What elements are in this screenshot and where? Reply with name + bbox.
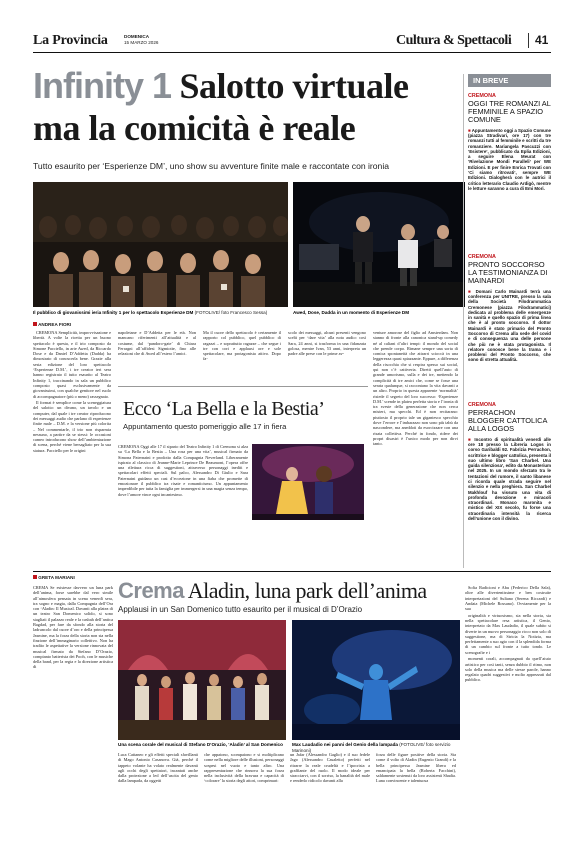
top-story-col5: venture amorose del figlio ad Amsterdam. Non stanno di fronte alla canonica stand-up comedy né al caliani d’altri tempi: il mondo del social che prende corpo. Rimane sempre una sorta di comica spontaneità che attrarri scioccà in una leggerezza quasi spiazzante. Eppure, a differenza della risocchia che si respira spesso sui social, qui non c’è cattiveria. Diretti quell’auto di grande umorismo, sulla e dei tre, mettendo la complicità di tre amici che, come se fosse una serata qualunque, si raccontano la vita davanti a un altro. Proprio in questa apparente ‘normalità’ risiede il segreto del loro successo: ‘Esperienze D.M.’ scende in platea perfetta storia e l’ironia di tra sveste della generazione che non cerca misteri, ma specchi. Ed è non recitarano: piuttosto il proprio tale un gigantesco specchio dove l’errore e l’imbarazzo non sono più tabù da nascondere, ma aneddoti da esorcizzare con una risata collettiva. Perché in fondo, ridere dei propri disastri è l’unico modo per non dirvi tanto. (373, 330, 458, 447)
sidebar-divider (463, 74, 464, 568)
sidebar-item-city: CREMONA (468, 402, 496, 408)
sidebar-item-body: ■ Appuntamento oggi a Spazio Comune (piazza Stradivari, ore 17) con tre romanzi tutti al femminile e scritti da tre romanziere. Mariangela Pascuzzi con ‘Esistere’, pubblicato da Eplia Edizioni, a seguire Elena Meurat con ‘Rivelazione Mondi Paralleli’ per WE Edizioni. E per finire Enrica Trovati con ‘Ci siamo ritrovati’, sempre WE Edizioni. Dialogherà con le autrici il critico letterario Claudio Ardigò, mentre le letture saranno a cura di Emi Mori. (468, 128, 551, 255)
top-story-col1 (33, 330, 111, 565)
paragraph: Sofia Radicioni e Abu (Federico Della Sala), oltre alle divertentissime e ben costruite interpretazioni del Sultano (Serena Riccardi) e Andaia (Michele Rossano). Ovviamente per la sua (465, 585, 551, 612)
top-story-title: Salotto virtuale (179, 66, 409, 106)
top-story-kicker: Infinity 1 (33, 65, 172, 106)
sidebar-item-title: PERRACHON BLOGGER CATTOLICA ALLA LOGOS (468, 408, 547, 434)
paragraph: CREMONA Semplicità, improvvisazione e libertà. A volte la ricetta per un buono spettacolo è questa, e il trio composto da Simone Pacciello, in arte Awed, da Riccardo Dose e da Daniel D’Addetta (Dadda) ha dimostrato di conoscerla bene. Grazie alla sesta edizione del loro spettacolo ‘Esperienze D.M.’, i tre creator ieri sera hanno registrato il tutto esaurito al Teatro Infinity 1, traccinando in sala un pubblico composto quasi esclusivamente da giovanissimi, con qualche genitore nel ruolo di accompagnatore (più o meno) rassegnato. (33, 330, 111, 399)
top-story-headline-line1 (33, 65, 409, 106)
caption-credit: (FOTOLIVE/ foto Francesco Sessa) (194, 310, 268, 315)
genie-photo (292, 620, 460, 740)
bottom-story-col2: Luca Cattaneo e gli effetti speciali sfavillanti di Mago Antonio Casanova. Già, perché il tappeto volante ha volato realmente davanti agli occhi degli spettatori, incantati anche dalla proiezione a led dell’uscita del genio dalla lampada, da oggetti (118, 752, 198, 784)
sidebar-item-title: PRONTO SOCCORSO LA TESTIMONIANZA DI MAINARDI (468, 260, 548, 286)
top-story-subtitle: Tutto esaurito per ‘Esperienze DM’, uno show su avventure finite male e raccontate con ironia (33, 161, 390, 171)
square-bullet-icon (33, 322, 37, 326)
middle-story-footnote (373, 560, 458, 561)
masthead[interactable]: La Provincia (33, 33, 108, 48)
stage-photo (293, 182, 465, 307)
square-bullet-icon (33, 575, 37, 579)
sidebar-item-body: ■ Incontro di spiritualità venerdì alle ore 18 presso la Libreria Logos in corso Garibaldi 92. Fabrizia Perrachon, scrittrice e blogger cattolica, presenta il suo ultimo libro ‘San Charbel. Una guida silenziosa’, edito da Monasterium nel 2025. In un mondo sferzato tra le tentazioni del rumore, il santo libanese ci ricorda quale strada seguire nel silenzio e nella preghiera. San Charbel Makhlouf ha vissuto una vita di profonda devozione e miracoli straordinari. Monaco maronita e mistico del XIX secolo, fu forse una straordinaria intensità la ricerca dell’unione con il divino. (468, 437, 551, 573)
bella-bestia-photo (252, 444, 364, 520)
bottom-story-headline (118, 578, 427, 604)
sidebar-item-city: CREMONA (468, 93, 496, 99)
bottom-story-col1: CREMA Se esistesse davvero un luna park dell’anima, forse sarebbe dal vero simile all’atmosfera pensata in scena venerdì sera, tra sogno e magia, dalla Compagnia dell’Ora con ‘Aladin: Il Musical. Davanti alla platea di un teatro San Domenico solido, si sono stagliati il palazzo reale e la casbah dell’antica Bagdad, per fare da sfondo alla storia del ladruncolo dal cuore d’oro e della principessa Jasmine, ma la forza della storia non sta nella finzione dell’immaginario collettivo. Non ha tradito le aspettative la versione rinnovata del musical firmato da Stefano D’Orazio, compianto batterista dei Pooh, con le musiche della band, per la regia e la direzione artistica di (33, 585, 113, 670)
top-story-headline-line2: ma la comicità è reale (33, 108, 356, 148)
bottom-story-col6 (465, 585, 551, 817)
audience-photo-caption (33, 310, 288, 316)
byline-text: GRETA MARIANI (38, 575, 75, 580)
sidebar-item-body: ■ Domani Carlo Mainardi terrà una conferenza per UNITRE, presso la sala della Società Filodrammatica Cremonese (piazza Filodrammatici) dedicata al problema delle emergenze in sanità e quello spazio di prima linea che è al pronto soccorso. Il dottor Mainardi è stato primario del Pronto Soccorso di Crema alla sede del covid e di conseguenza una delle persone che più ne è stata protagonista. Il relatore conosce bene la trama e i problemi del Pronto Soccorso, che sono di stretta attualità. (468, 289, 551, 407)
date-full: 15 MARZO 2026 (124, 39, 159, 45)
paragraph: originalità e virtuosismo, sia nella storia, sia nella spettacolare resa artistica, il Genio, interpretato da Max Laudadio, il quale subito si diverte in un nuovo personaggio ricco non solo di suggestione, ma di Stricia la Notizia, ma perfettamente a suo agio con il la splendida forma di un cambio sul fronte a tutto tondo. Le scenografie e i (465, 612, 551, 655)
sidebar-item-title: OGGI TRE ROMANZI AL FEMMINILE A SPAZIO COMUNE (468, 99, 551, 125)
top-story-col2: napoletane e D’Addetta per le età. Non mancano riferimenti all’attualità e al costume, dal ‘pandoro-gate’ di Chiara Ferragni all’affidesi Sigmiotte, fino alle relazioni che di Awed all’estero l’amici. (118, 330, 196, 357)
aladin-chorus-caption (118, 742, 288, 748)
issue-date (124, 34, 158, 45)
caption-credit: (FOTOLIVE/ foto servizio Marinoni) (292, 742, 451, 753)
bottom-story-col5: forza delle figure positive della storia. Sia come il volto di Aladin (Eugenio Grandi) e la bella principessa Jasmine libera ed emancipata la bella (Roberta Facchini), saldamente sostenuti da loro assistenti Shadia. Luna convincente e talentuosa (376, 752, 456, 784)
caption-bold: Il pubblico di giovanissimi ieria Infinity 1 per lo spettacolo Esperienze DM (33, 310, 194, 315)
caption-bold: Una scena corale del musical di Stefano D’Orazio, ‘Aladin’ al San Domenico (118, 742, 283, 747)
bottom-story-kicker: Crema (118, 578, 184, 603)
page-number: 41 (535, 33, 549, 47)
section-title: Cultura & Spettacoli (396, 33, 512, 48)
sidebar-item (468, 93, 551, 255)
sidebar-header: IN BREVE (468, 74, 551, 87)
middle-story-title: Ecco ‘La Bella e la Bestia’ (123, 398, 325, 420)
caption-bold: Max Laudadio nei panni del Genio della lampada (292, 742, 398, 747)
paragraph: Il format è semplice come la sceneggiatura del salotto: un divano, un tavolo e un computer, dal quale i tre creator riproducono dei messaggi audio che parlano di esperienze finite male – D.M. e la versione più colorita – Nel commentarle, il trio non risparmia nessuno, a partire da se stessi: le occasioni cameo introducono show dell’ambientazione di scena, perché viene bersagliato per la sua statura. Pacciello per le origini (33, 400, 111, 453)
bottom-story-byline (33, 575, 75, 580)
bottom-story-col4: un Jafar (Alessandro Gaglio) e il suo fedele Jago (Alessandro Casaletto) perfetti nel ritrarre la reale crudeltà e l’ipocrisia a graffiante del ruolo. Il modo ideale per stracciarvi, con il sorriso, la banalità del male e renderlo ridicolo davanti alla (290, 752, 370, 784)
bottom-story-title: Aladin, luna park dell’anima (187, 578, 427, 603)
sidebar-item (468, 402, 551, 573)
aladin-chorus-photo (118, 620, 286, 740)
header-divider (528, 33, 529, 48)
sidebar-item (468, 254, 551, 407)
sidebar-item-city: CREMONA (468, 254, 496, 260)
middle-story-subtitle: Appuntamento questo pomeriggio alle 17 in fiera (123, 422, 287, 431)
bottom-story-rule (33, 571, 551, 572)
bottom-story-col3: che appaiono, scompaiono e si moltiplicano come nella migliore delle illusioni, personaggi sospesi nel vuoto e tanto altro. Una rappresentazione che rinnova la sua forza nella inclusività della bravura e capacità di ‘colorare’ la storia degli attori, comprimari: (204, 752, 284, 784)
date-day: DOMENICA (124, 34, 150, 39)
caption-bold: Awed, Dose, Dadda in un momento di Esperienze DM (293, 310, 410, 315)
middle-story-rule (118, 386, 368, 387)
top-story-byline (33, 322, 71, 327)
middle-story-body: CREMONA Oggi alle 17 il sipario del Teatro Infinity 1 di Cremona si alza su ‘La Bella e la Bestia – Una rosa per una vita’, musical firmato da Simona Paternaini e prodotto dalla Compagnia Neverland. Liberamente ispirato al classico di Jeanne-Marie Leprince De Beaumont, l’opera offre una rilettura ricca di suggestioni, attraverso personaggi inediti e spettacolari effetti speciali. Sul palco, Alessandro Di Giulio e Sara Paternaini guidano un cast d’eccezione in una fiaba che promette di emozionare il pubblico tra risate e romanticismo. Un appuntamento imperdibile per tutta la famiglia per immergersi in una magia senza tempo, dove l’amore vince ogni incantesimo. (118, 444, 248, 497)
bottom-story-subtitle: Applausi in un San Domenico tutto esaurito per il musical di D’Orazio (118, 605, 363, 614)
top-story-col3: Ma il cuore dello spettacolo è certamente il rapporto col pubblico, quel pubblico di ragazzi – e soprattutto ragazze – che segue i tre con cori e applausi ore e sole spettacolare, ma protagonista attivo. Dopo fa- (203, 330, 281, 362)
audience-photo (33, 182, 288, 307)
paragraph: momenti corali, accompagnati da quell’aiuto artistico per così tanti, senza dubbio il ritmo, non solo della musica ma delle stesse parole, hanno regalato quadri suggestivi e molto apprezzati dal pubblico. (465, 656, 551, 683)
stage-photo-caption (293, 310, 465, 316)
top-story-col4: scolo dei messaggi, alcuni presenti vengono scelti per ‘dare vita’ alla nota audio: così Sara, 24 anni, si trasforma in una fidanzata golosa, mentre Ivan, 53 anni, interpreta un padre alle prese con le prime av- (288, 330, 366, 357)
byline-text: ANDREA FIORI (38, 322, 72, 327)
header-rule (33, 52, 551, 53)
